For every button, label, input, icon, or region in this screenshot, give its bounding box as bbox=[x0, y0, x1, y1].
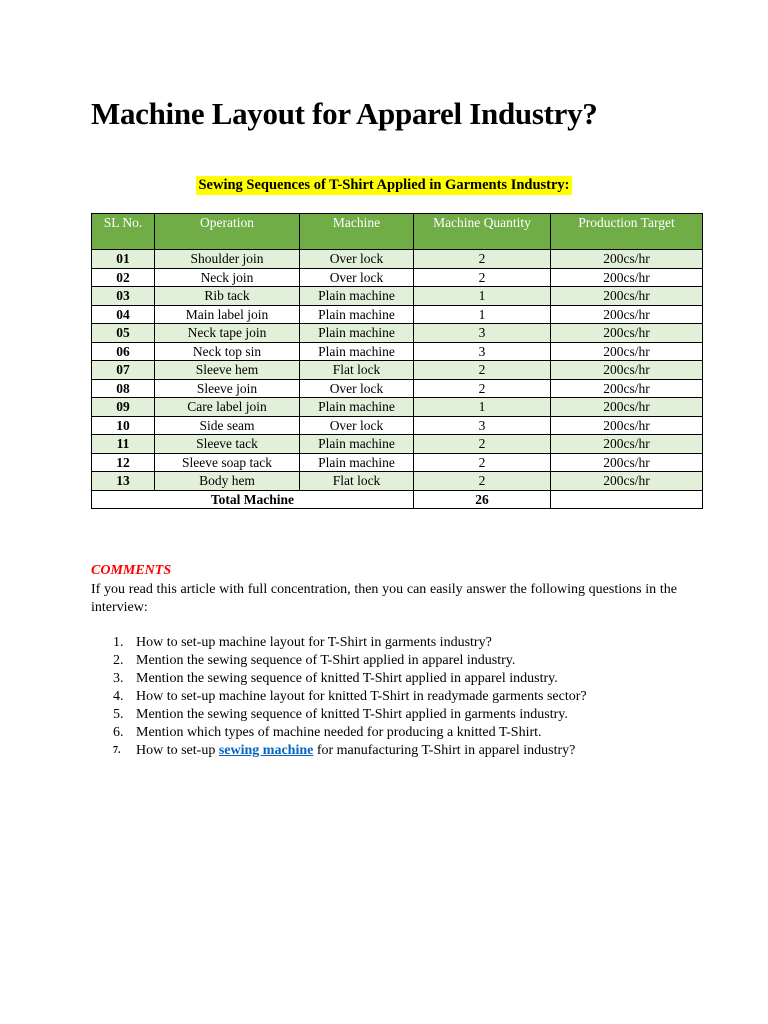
row-sl: 09 bbox=[92, 398, 155, 417]
question-text-before: How to set-up bbox=[136, 743, 219, 758]
table-row bbox=[92, 379, 703, 398]
row-target: 200cs/hr bbox=[551, 305, 703, 324]
list-number: 5. bbox=[113, 707, 124, 722]
list-number: 1. bbox=[113, 635, 124, 650]
row-target: 200cs/hr bbox=[551, 250, 703, 269]
row-quantity: 1 bbox=[414, 398, 551, 417]
row-machine: Plain machine bbox=[300, 287, 414, 306]
table-row bbox=[92, 305, 703, 324]
row-machine: Plain machine bbox=[300, 342, 414, 361]
subtitle-container bbox=[0, 176, 768, 195]
table-row bbox=[92, 472, 703, 491]
row-operation: Care label join bbox=[155, 398, 300, 417]
row-machine: Over lock bbox=[300, 416, 414, 435]
row-sl: 01 bbox=[92, 250, 155, 269]
questions-list bbox=[91, 634, 691, 760]
table-row bbox=[92, 287, 703, 306]
row-target: 200cs/hr bbox=[551, 324, 703, 343]
row-machine: Over lock bbox=[300, 379, 414, 398]
row-target: 200cs/hr bbox=[551, 268, 703, 287]
row-quantity: 2 bbox=[414, 250, 551, 269]
row-sl: 07 bbox=[92, 361, 155, 380]
question-text: Mention the sewing sequence of knitted T-Shirt applied in garments industry. bbox=[136, 707, 568, 722]
row-sl: 05 bbox=[92, 324, 155, 343]
question-text: Mention the sewing sequence of T-Shirt applied in apparel industry. bbox=[136, 653, 516, 668]
row-sl: 08 bbox=[92, 379, 155, 398]
table-subtitle: Sewing Sequences of T-Shirt Applied in Garments Industry: bbox=[198, 177, 570, 193]
row-target: 200cs/hr bbox=[551, 472, 703, 491]
row-target: 200cs/hr bbox=[551, 398, 703, 417]
row-target: 200cs/hr bbox=[551, 416, 703, 435]
sewing-machine-link[interactable]: sewing machine bbox=[218, 743, 314, 758]
row-operation: Sleeve tack bbox=[155, 435, 300, 454]
question-text-after: for manufacturing T-Shirt in apparel industry? bbox=[313, 743, 576, 758]
list-item bbox=[91, 706, 691, 724]
row-sl: 11 bbox=[92, 435, 155, 454]
table-row bbox=[92, 453, 703, 472]
row-target: 200cs/hr bbox=[551, 453, 703, 472]
table-row bbox=[92, 361, 703, 380]
row-target: 200cs/hr bbox=[551, 287, 703, 306]
row-quantity: 1 bbox=[414, 305, 551, 324]
comments-label: COMMENTS bbox=[91, 563, 172, 578]
row-machine: Plain machine bbox=[300, 453, 414, 472]
row-sl: 02 bbox=[92, 268, 155, 287]
row-machine: Plain machine bbox=[300, 324, 414, 343]
header-operation: Operation bbox=[155, 214, 300, 250]
total-empty-cell bbox=[551, 490, 703, 509]
list-item bbox=[91, 670, 691, 688]
list-item bbox=[91, 724, 691, 742]
row-operation: Side seam bbox=[155, 416, 300, 435]
total-row bbox=[92, 490, 703, 509]
row-operation: Body hem bbox=[155, 472, 300, 491]
question-text: Mention the sewing sequence of knitted T-Shirt applied in apparel industry. bbox=[136, 671, 558, 686]
table-row bbox=[92, 398, 703, 417]
row-quantity: 3 bbox=[414, 342, 551, 361]
table-row bbox=[92, 342, 703, 361]
total-label: Total Machine bbox=[92, 490, 414, 509]
row-machine: Plain machine bbox=[300, 398, 414, 417]
row-operation: Neck join bbox=[155, 268, 300, 287]
list-item bbox=[91, 652, 691, 670]
row-sl: 12 bbox=[92, 453, 155, 472]
row-target: 200cs/hr bbox=[551, 379, 703, 398]
header-machine-quantity: Machine Quantity bbox=[414, 214, 551, 250]
row-target: 200cs/hr bbox=[551, 342, 703, 361]
list-number: 6. bbox=[113, 725, 124, 740]
row-operation: Sleeve hem bbox=[155, 361, 300, 380]
row-quantity: 2 bbox=[414, 361, 551, 380]
header-production-target: Production Target bbox=[551, 214, 703, 250]
table-header-row bbox=[92, 214, 703, 250]
row-operation: Rib tack bbox=[155, 287, 300, 306]
row-machine: Over lock bbox=[300, 268, 414, 287]
row-machine: Plain machine bbox=[300, 435, 414, 454]
comments-paragraph: If you read this article with full concentration, then you can easily answer the following questions in the interview: bbox=[91, 582, 677, 615]
row-sl: 13 bbox=[92, 472, 155, 491]
page-title: Machine Layout for Apparel Industry? bbox=[91, 96, 598, 131]
row-sl: 04 bbox=[92, 305, 155, 324]
list-item bbox=[91, 634, 691, 652]
list-number: 4. bbox=[113, 689, 124, 704]
list-number: 7. bbox=[113, 745, 121, 756]
list-number: 3. bbox=[113, 671, 124, 686]
question-text: How to set-up machine layout for T-Shirt in garments industry? bbox=[136, 635, 492, 650]
row-quantity: 3 bbox=[414, 324, 551, 343]
row-machine: Flat lock bbox=[300, 472, 414, 491]
list-item bbox=[91, 688, 691, 706]
row-sl: 10 bbox=[92, 416, 155, 435]
row-target: 200cs/hr bbox=[551, 361, 703, 380]
table-row bbox=[92, 435, 703, 454]
row-quantity: 2 bbox=[414, 268, 551, 287]
list-number: 2. bbox=[113, 653, 124, 668]
header-sl-no: SL No. bbox=[92, 214, 155, 250]
sewing-sequence-table bbox=[91, 213, 703, 509]
row-operation: Main label join bbox=[155, 305, 300, 324]
question-text: How to set-up machine layout for knitted T-Shirt in readymade garments sector? bbox=[136, 689, 587, 704]
row-operation: Shoulder join bbox=[155, 250, 300, 269]
table-row bbox=[92, 416, 703, 435]
row-machine: Plain machine bbox=[300, 305, 414, 324]
row-operation: Sleeve join bbox=[155, 379, 300, 398]
row-machine: Flat lock bbox=[300, 361, 414, 380]
total-value: 26 bbox=[414, 490, 551, 509]
table-row bbox=[92, 324, 703, 343]
table-row bbox=[92, 250, 703, 269]
row-quantity: 2 bbox=[414, 435, 551, 454]
question-text: Mention which types of machine needed for producing a knitted T-Shirt. bbox=[136, 725, 542, 740]
header-machine: Machine bbox=[300, 214, 414, 250]
table-row bbox=[92, 268, 703, 287]
row-sl: 06 bbox=[92, 342, 155, 361]
row-machine: Over lock bbox=[300, 250, 414, 269]
row-quantity: 2 bbox=[414, 453, 551, 472]
row-quantity: 1 bbox=[414, 287, 551, 306]
row-sl: 03 bbox=[92, 287, 155, 306]
row-target: 200cs/hr bbox=[551, 435, 703, 454]
list-item bbox=[91, 742, 691, 760]
row-quantity: 2 bbox=[414, 379, 551, 398]
row-operation: Sleeve soap tack bbox=[155, 453, 300, 472]
row-quantity: 3 bbox=[414, 416, 551, 435]
row-quantity: 2 bbox=[414, 472, 551, 491]
row-operation: Neck top sin bbox=[155, 342, 300, 361]
row-operation: Neck tape join bbox=[155, 324, 300, 343]
